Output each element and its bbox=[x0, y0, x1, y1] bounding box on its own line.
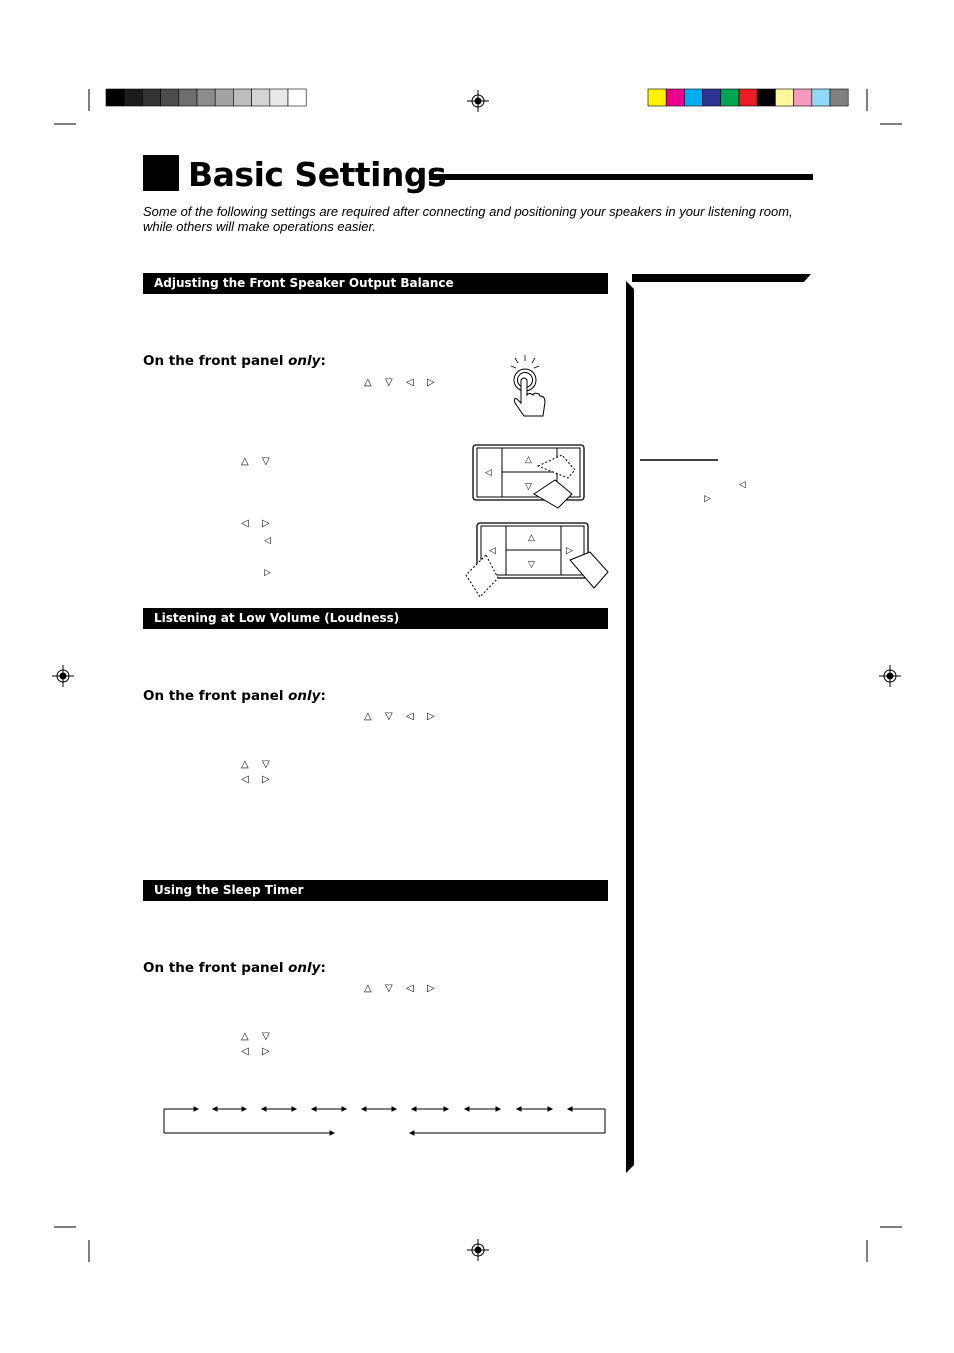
color-swatch bbox=[233, 89, 251, 106]
color-swatch bbox=[179, 89, 197, 106]
button-press-hand-icon bbox=[511, 355, 545, 416]
down-arrow-icon: ▽ bbox=[528, 559, 535, 569]
title-block bbox=[143, 155, 179, 191]
down-arrow-icon: ▽ bbox=[385, 377, 393, 388]
right-arrow-icon: ▷ bbox=[704, 493, 711, 503]
sidebar-top-bar bbox=[632, 274, 811, 282]
down-arrow-icon: ▽ bbox=[385, 983, 393, 994]
down-arrow-icon: ▽ bbox=[525, 481, 532, 491]
left-arrow-icon: ◁ bbox=[264, 535, 271, 545]
color-swatch bbox=[830, 89, 848, 106]
color-swatch bbox=[648, 89, 666, 106]
color-swatch bbox=[288, 89, 306, 106]
section-heading: Using the Sleep Timer bbox=[143, 880, 608, 901]
up-arrow-icon: △ bbox=[364, 711, 372, 722]
right-arrow-icon: ▷ bbox=[566, 545, 573, 555]
registration-mark-icon bbox=[467, 90, 489, 112]
right-arrow-icon: ▷ bbox=[427, 711, 435, 722]
label-prefix: On the front panel bbox=[143, 353, 289, 369]
intro-text: Some of the following settings are required after connecting and positioning your speakers in your listening room, while others will make operations easier. bbox=[143, 204, 793, 234]
right-arrow-icon: ▷ bbox=[427, 983, 435, 994]
color-strip bbox=[648, 89, 848, 106]
up-arrow-icon: △ bbox=[528, 532, 535, 542]
left-arrow-icon: ◁ bbox=[241, 518, 249, 529]
color-swatch bbox=[775, 89, 793, 106]
left-arrow-icon: ◁ bbox=[241, 774, 249, 785]
color-swatch bbox=[757, 89, 775, 106]
label-emphasis: only bbox=[288, 960, 321, 976]
color-swatch bbox=[270, 89, 288, 106]
grayscale-strip bbox=[106, 89, 306, 106]
color-swatch bbox=[215, 89, 233, 106]
sidebar-left-bar bbox=[626, 281, 634, 1173]
left-arrow-icon: ◁ bbox=[406, 711, 414, 722]
label-prefix: On the front panel bbox=[143, 960, 289, 976]
front-panel-label bbox=[143, 353, 326, 369]
down-arrow-icon: ▽ bbox=[262, 759, 270, 770]
color-swatch bbox=[252, 89, 270, 106]
title-rule bbox=[429, 174, 813, 180]
registration-mark-icon bbox=[879, 665, 901, 687]
right-arrow-icon: ▷ bbox=[262, 1046, 270, 1057]
down-arrow-icon: ▽ bbox=[262, 456, 270, 467]
left-arrow-icon: ◁ bbox=[739, 479, 746, 489]
crop-marks bbox=[54, 89, 902, 1262]
front-panel-label bbox=[143, 960, 326, 976]
section-heading: Adjusting the Front Speaker Output Balance bbox=[143, 273, 608, 294]
color-swatch bbox=[124, 89, 142, 106]
left-arrow-icon: ◁ bbox=[489, 545, 496, 555]
label-suffix: : bbox=[320, 688, 326, 704]
up-arrow-icon: △ bbox=[364, 377, 372, 388]
up-arrow-icon: △ bbox=[364, 983, 372, 994]
color-swatch bbox=[703, 89, 721, 106]
down-arrow-icon: ▽ bbox=[385, 711, 393, 722]
page-title: Basic Settings bbox=[188, 155, 447, 194]
up-arrow-icon: △ bbox=[241, 1031, 249, 1042]
up-arrow-icon: △ bbox=[525, 454, 532, 464]
right-arrow-icon: ▷ bbox=[427, 377, 435, 388]
right-arrow-icon: ▷ bbox=[262, 518, 270, 529]
color-swatch bbox=[684, 89, 702, 106]
up-arrow-icon: △ bbox=[241, 759, 249, 770]
left-arrow-icon: ◁ bbox=[241, 1046, 249, 1057]
up-arrow-icon: △ bbox=[241, 456, 249, 467]
registration-mark-icon bbox=[52, 665, 74, 687]
registration-mark-icon bbox=[467, 1239, 489, 1261]
color-swatch bbox=[142, 89, 160, 106]
cursor-pad-hand-icon bbox=[466, 523, 608, 597]
front-panel-label bbox=[143, 688, 326, 704]
color-swatch bbox=[161, 89, 179, 106]
left-arrow-icon: ◁ bbox=[485, 467, 492, 477]
section-heading: Listening at Low Volume (Loudness) bbox=[143, 608, 608, 629]
label-emphasis: only bbox=[288, 688, 321, 704]
label-prefix: On the front panel bbox=[143, 688, 289, 704]
label-emphasis: only bbox=[288, 353, 321, 369]
right-arrow-icon: ▷ bbox=[264, 567, 271, 577]
left-arrow-icon: ◁ bbox=[406, 377, 414, 388]
color-swatch bbox=[739, 89, 757, 106]
color-swatch bbox=[106, 89, 124, 106]
color-swatch bbox=[666, 89, 684, 106]
color-swatch bbox=[721, 89, 739, 106]
left-arrow-icon: ◁ bbox=[406, 983, 414, 994]
color-swatch bbox=[197, 89, 215, 106]
label-suffix: : bbox=[320, 353, 326, 369]
down-arrow-icon: ▽ bbox=[262, 1031, 270, 1042]
label-suffix: : bbox=[320, 960, 326, 976]
right-arrow-icon: ▷ bbox=[262, 774, 270, 785]
sleep-timer-sequence bbox=[164, 1107, 605, 1135]
color-swatch bbox=[812, 89, 830, 106]
color-swatch bbox=[794, 89, 812, 106]
